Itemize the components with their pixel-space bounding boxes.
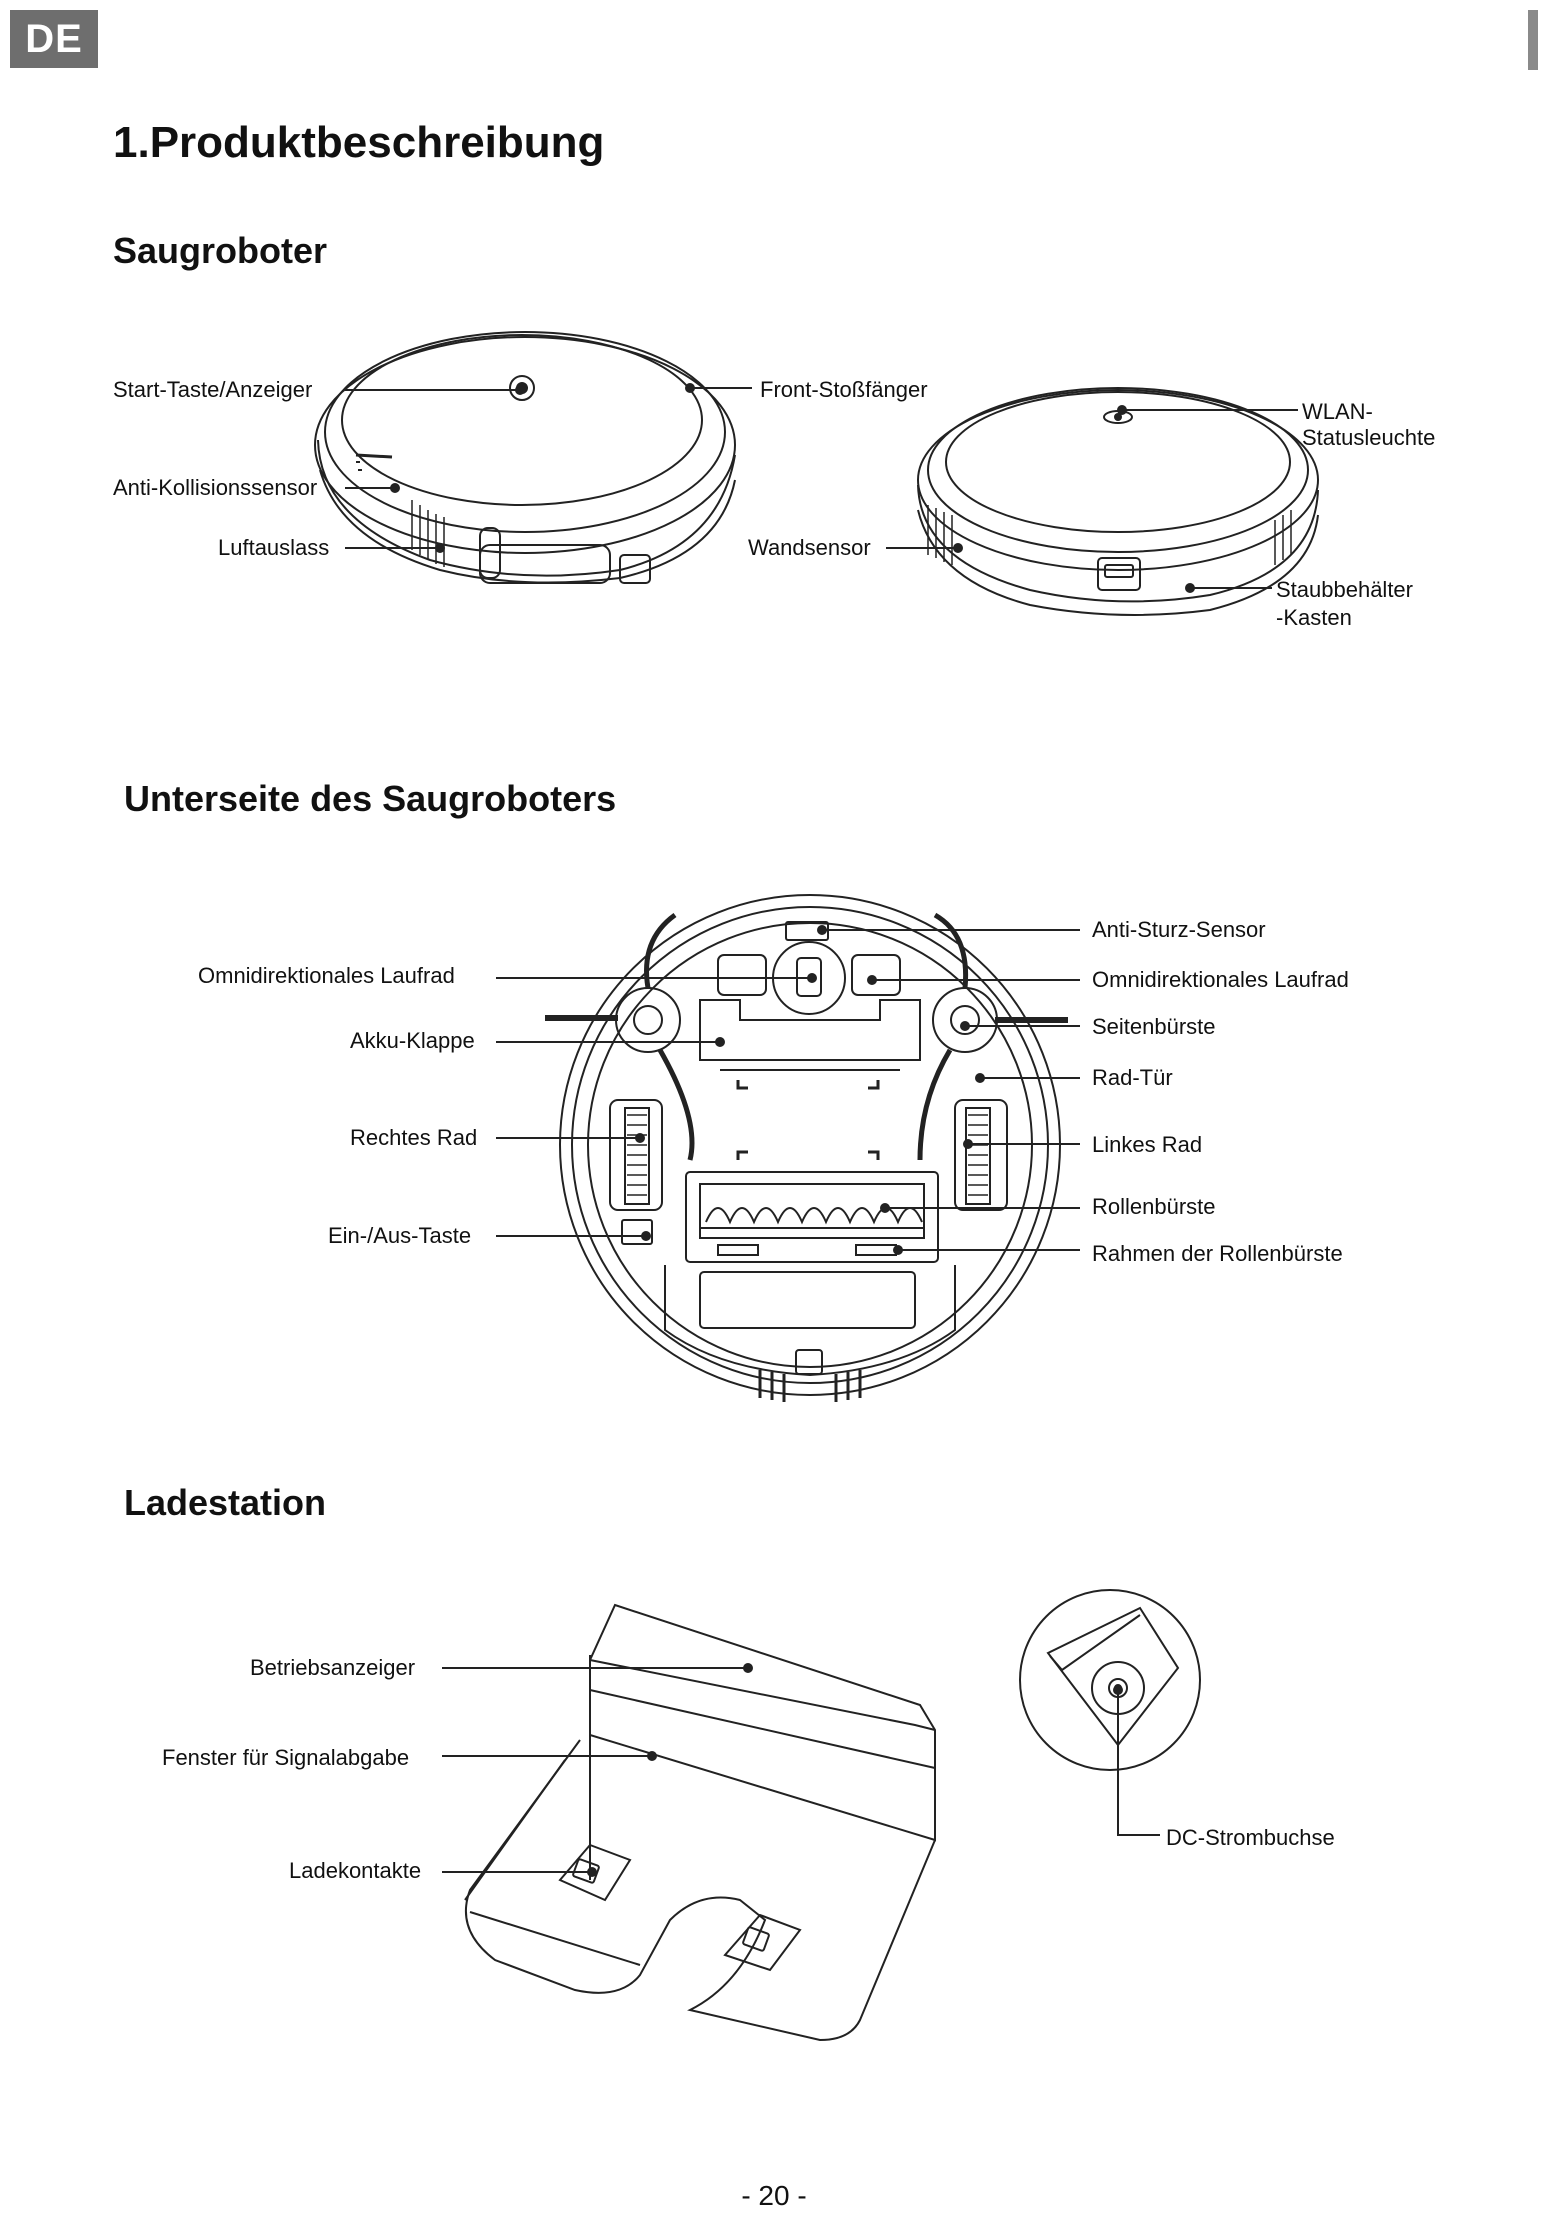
label-omni-wheel-right: Omnidirektionales Laufrad <box>1092 967 1349 992</box>
page-number: - 20 - <box>741 2180 807 2211</box>
label-omni-wheel-left: Omnidirektionales Laufrad <box>198 963 455 988</box>
label-dustbin-line1: Staubbehälter <box>1276 577 1413 602</box>
dc-jack-detail <box>1020 1590 1200 1770</box>
label-battery-cover: Akku-Klappe <box>350 1028 475 1053</box>
label-roller-frame: Rahmen der Rollenbürste <box>1092 1241 1343 1266</box>
label-roller-brush: Rollenbürste <box>1092 1194 1216 1219</box>
label-wifi-light-line1: WLAN- <box>1302 399 1373 424</box>
label-right-wheel: Rechtes Rad <box>350 1125 478 1150</box>
label-power-switch: Ein-/Aus-Taste <box>328 1223 472 1248</box>
label-side-brush: Seitenbürste <box>1092 1014 1216 1039</box>
label-power-indicator: Betriebsanzeiger <box>250 1655 416 1680</box>
page-title: 1.Produktbeschreibung <box>113 118 605 167</box>
label-wall-sensor: Wandsensor <box>748 535 871 560</box>
label-left-wheel: Linkes Rad <box>1092 1132 1203 1157</box>
label-start-button: Start-Taste/Anzeiger <box>113 377 313 402</box>
section-heading-underside: Unterseite des Saugroboters <box>124 778 617 819</box>
section-heading-robot: Saugroboter <box>113 230 328 271</box>
label-anti-collision-sensor: Anti-Kollisionssensor <box>113 475 318 500</box>
label-cliff-sensor: Anti-Sturz-Sensor <box>1092 917 1266 942</box>
language-badge: DE <box>10 10 98 68</box>
label-dustbin-line2: -Kasten <box>1276 605 1352 630</box>
label-signal-window: Fenster für Signalabgabe <box>162 1745 410 1770</box>
label-wifi-light-line2: Statusleuchte <box>1302 425 1436 450</box>
label-dc-jack: DC-Strombuchse <box>1166 1825 1335 1850</box>
label-charge-contacts: Ladekontakte <box>289 1858 422 1883</box>
label-wheel-door: Rad-Tür <box>1092 1065 1173 1090</box>
section-heading-dock: Ladestation <box>124 1482 327 1523</box>
label-front-bumper: Front-Stoßfänger <box>760 377 928 402</box>
label-air-outlet: Luftauslass <box>218 535 330 560</box>
dock-leader-lines <box>442 1664 1160 1876</box>
charging-dock <box>465 1605 935 2040</box>
